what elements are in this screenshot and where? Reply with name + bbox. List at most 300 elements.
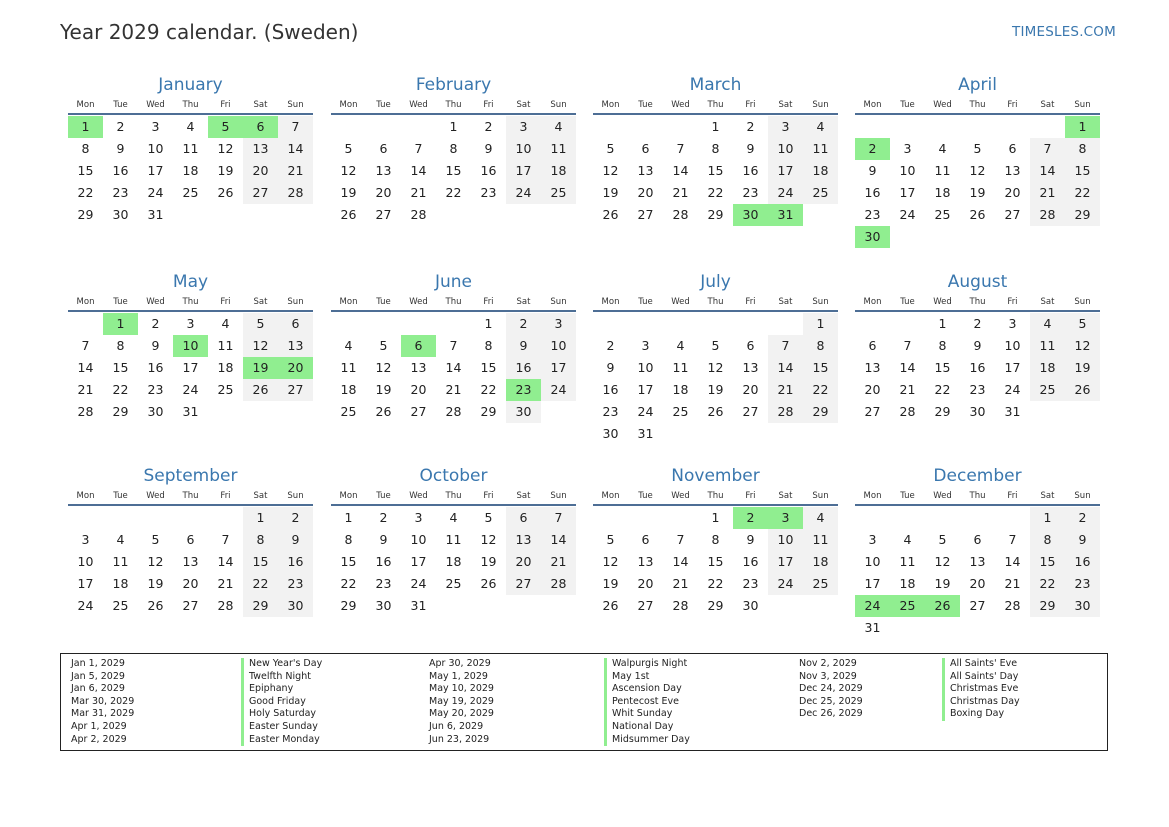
day-cell[interactable]: 20: [864, 382, 881, 397]
day-cell[interactable]: 2: [379, 510, 388, 525]
day-cell[interactable]: 20: [1004, 185, 1021, 200]
day-cell[interactable]: 26: [480, 576, 497, 591]
day-cell[interactable]: 29: [707, 598, 724, 613]
day-cell[interactable]: 6: [973, 532, 982, 547]
day-cell[interactable]: 1: [1030, 507, 1065, 529]
day-cell[interactable]: 23: [969, 382, 986, 397]
day-cell[interactable]: 16: [742, 554, 759, 569]
day-cell[interactable]: 6: [746, 338, 755, 353]
day-cell[interactable]: 4: [344, 338, 353, 353]
day-cell[interactable]: 24: [77, 598, 94, 613]
holiday-day-cell[interactable]: 2: [733, 507, 768, 529]
day-cell[interactable]: 25: [217, 382, 234, 397]
day-cell[interactable]: 12: [934, 554, 951, 569]
day-cell[interactable]: 28: [899, 404, 916, 419]
day-cell[interactable]: 18: [445, 554, 462, 569]
day-cell[interactable]: 30: [742, 598, 759, 613]
day-cell[interactable]: 10: [77, 554, 94, 569]
day-cell[interactable]: 5: [606, 141, 615, 156]
day-cell[interactable]: 10: [410, 532, 427, 547]
day-cell[interactable]: 22: [480, 382, 497, 397]
day-cell[interactable]: 22: [707, 185, 724, 200]
day-cell[interactable]: 12: [1065, 335, 1100, 357]
day-cell[interactable]: 12: [243, 335, 278, 357]
day-cell[interactable]: 30: [602, 426, 619, 441]
day-cell[interactable]: 29: [1030, 595, 1065, 617]
day-cell[interactable]: 19: [707, 382, 724, 397]
day-cell[interactable]: 28: [672, 207, 689, 222]
day-cell[interactable]: 20: [182, 576, 199, 591]
day-cell[interactable]: 25: [1030, 379, 1065, 401]
day-cell[interactable]: 3: [506, 116, 541, 138]
day-cell[interactable]: 6: [641, 532, 650, 547]
day-cell[interactable]: 2: [1065, 507, 1100, 529]
day-cell[interactable]: 26: [340, 207, 357, 222]
day-cell[interactable]: 14: [672, 163, 689, 178]
day-cell[interactable]: 7: [903, 338, 912, 353]
holiday-day-cell[interactable]: 6: [243, 116, 278, 138]
day-cell[interactable]: 15: [112, 360, 129, 375]
day-cell[interactable]: 9: [868, 163, 877, 178]
day-cell[interactable]: 19: [480, 554, 497, 569]
day-cell[interactable]: 10: [147, 141, 164, 156]
day-cell[interactable]: 2: [151, 316, 160, 331]
day-cell[interactable]: 19: [340, 185, 357, 200]
day-cell[interactable]: 20: [506, 551, 541, 573]
day-cell[interactable]: 21: [77, 382, 94, 397]
day-cell[interactable]: 16: [480, 163, 497, 178]
day-cell[interactable]: 11: [112, 554, 129, 569]
day-cell[interactable]: 1: [711, 510, 720, 525]
day-cell[interactable]: 1: [243, 507, 278, 529]
day-cell[interactable]: 17: [410, 554, 427, 569]
day-cell[interactable]: 17: [768, 551, 803, 573]
day-cell[interactable]: 10: [637, 360, 654, 375]
day-cell[interactable]: 4: [803, 116, 838, 138]
day-cell[interactable]: 22: [707, 576, 724, 591]
day-cell[interactable]: 1: [803, 313, 838, 335]
day-cell[interactable]: 25: [445, 576, 462, 591]
day-cell[interactable]: 31: [637, 426, 654, 441]
day-cell[interactable]: 23: [147, 382, 164, 397]
day-cell[interactable]: 24: [768, 182, 803, 204]
day-cell[interactable]: 21: [899, 382, 916, 397]
day-cell[interactable]: 6: [868, 338, 877, 353]
day-cell[interactable]: 4: [449, 510, 458, 525]
day-cell[interactable]: 30: [375, 598, 392, 613]
site-logo-text[interactable]: TIMESLES.COM: [1012, 24, 1116, 40]
holiday-day-cell[interactable]: 6: [401, 335, 436, 357]
day-cell[interactable]: 1: [938, 316, 947, 331]
holiday-day-cell[interactable]: 31: [768, 204, 803, 226]
day-cell[interactable]: 6: [278, 313, 313, 335]
day-cell[interactable]: 7: [768, 335, 803, 357]
day-cell[interactable]: 4: [676, 338, 685, 353]
day-cell[interactable]: 9: [606, 360, 615, 375]
day-cell[interactable]: 30: [1065, 595, 1100, 617]
day-cell[interactable]: 8: [449, 141, 458, 156]
day-cell[interactable]: 17: [147, 163, 164, 178]
day-cell[interactable]: 7: [676, 141, 685, 156]
day-cell[interactable]: 18: [899, 576, 916, 591]
day-cell[interactable]: 26: [1065, 379, 1100, 401]
day-cell[interactable]: 14: [899, 360, 916, 375]
day-cell[interactable]: 27: [637, 598, 654, 613]
day-cell[interactable]: 20: [637, 185, 654, 200]
day-cell[interactable]: 8: [938, 338, 947, 353]
day-cell[interactable]: 13: [243, 138, 278, 160]
day-cell[interactable]: 29: [1065, 204, 1100, 226]
day-cell[interactable]: 9: [151, 338, 160, 353]
day-cell[interactable]: 4: [903, 532, 912, 547]
day-cell[interactable]: 17: [182, 360, 199, 375]
day-cell[interactable]: 18: [340, 382, 357, 397]
day-cell[interactable]: 13: [742, 360, 759, 375]
day-cell[interactable]: 26: [147, 598, 164, 613]
day-cell[interactable]: 20: [969, 576, 986, 591]
day-cell[interactable]: 10: [864, 554, 881, 569]
day-cell[interactable]: 19: [602, 576, 619, 591]
day-cell[interactable]: 26: [602, 207, 619, 222]
day-cell[interactable]: 16: [375, 554, 392, 569]
day-cell[interactable]: 28: [77, 404, 94, 419]
day-cell[interactable]: 9: [746, 141, 755, 156]
day-cell[interactable]: 18: [112, 576, 129, 591]
day-cell[interactable]: 18: [934, 185, 951, 200]
day-cell[interactable]: 9: [506, 335, 541, 357]
day-cell[interactable]: 21: [1004, 576, 1021, 591]
day-cell[interactable]: 7: [414, 141, 423, 156]
day-cell[interactable]: 6: [506, 507, 541, 529]
day-cell[interactable]: 17: [864, 576, 881, 591]
day-cell[interactable]: 2: [746, 119, 755, 134]
day-cell[interactable]: 2: [973, 316, 982, 331]
day-cell[interactable]: 9: [1065, 529, 1100, 551]
day-cell[interactable]: 30: [506, 401, 541, 423]
day-cell[interactable]: 8: [711, 141, 720, 156]
day-cell[interactable]: 1: [344, 510, 353, 525]
day-cell[interactable]: 28: [445, 404, 462, 419]
day-cell[interactable]: 12: [375, 360, 392, 375]
day-cell[interactable]: 23: [742, 576, 759, 591]
day-cell[interactable]: 14: [278, 138, 313, 160]
day-cell[interactable]: 5: [606, 532, 615, 547]
day-cell[interactable]: 11: [340, 360, 357, 375]
day-cell[interactable]: 14: [1030, 160, 1065, 182]
day-cell[interactable]: 15: [445, 163, 462, 178]
day-cell[interactable]: 27: [375, 207, 392, 222]
day-cell[interactable]: 3: [1008, 316, 1017, 331]
day-cell[interactable]: 24: [182, 382, 199, 397]
day-cell[interactable]: 14: [217, 554, 234, 569]
day-cell[interactable]: 18: [217, 360, 234, 375]
day-cell[interactable]: 8: [116, 338, 125, 353]
day-cell[interactable]: 14: [768, 357, 803, 379]
day-cell[interactable]: 10: [768, 529, 803, 551]
day-cell[interactable]: 27: [243, 182, 278, 204]
day-cell[interactable]: 29: [77, 207, 94, 222]
day-cell[interactable]: 19: [375, 382, 392, 397]
day-cell[interactable]: 11: [803, 529, 838, 551]
holiday-day-cell[interactable]: 3: [768, 507, 803, 529]
day-cell[interactable]: 25: [672, 404, 689, 419]
day-cell[interactable]: 9: [973, 338, 982, 353]
day-cell[interactable]: 8: [1030, 529, 1065, 551]
day-cell[interactable]: 27: [637, 207, 654, 222]
day-cell[interactable]: 26: [375, 404, 392, 419]
day-cell[interactable]: 4: [1030, 313, 1065, 335]
day-cell[interactable]: 8: [711, 532, 720, 547]
holiday-day-cell[interactable]: 1: [1065, 116, 1100, 138]
day-cell[interactable]: 18: [182, 163, 199, 178]
day-cell[interactable]: 15: [934, 360, 951, 375]
holiday-day-cell[interactable]: 24: [855, 595, 890, 617]
day-cell[interactable]: 12: [147, 554, 164, 569]
day-cell[interactable]: 21: [541, 551, 576, 573]
day-cell[interactable]: 9: [746, 532, 755, 547]
holiday-day-cell[interactable]: 5: [208, 116, 243, 138]
day-cell[interactable]: 23: [602, 404, 619, 419]
day-cell[interactable]: 2: [506, 313, 541, 335]
day-cell[interactable]: 24: [768, 573, 803, 595]
day-cell[interactable]: 27: [410, 404, 427, 419]
day-cell[interactable]: 13: [410, 360, 427, 375]
day-cell[interactable]: 30: [969, 404, 986, 419]
day-cell[interactable]: 1: [484, 316, 493, 331]
day-cell[interactable]: 21: [445, 382, 462, 397]
day-cell[interactable]: 2: [606, 338, 615, 353]
day-cell[interactable]: 7: [1030, 138, 1065, 160]
day-cell[interactable]: 6: [186, 532, 195, 547]
day-cell[interactable]: 1: [711, 119, 720, 134]
day-cell[interactable]: 24: [1004, 382, 1021, 397]
day-cell[interactable]: 2: [278, 507, 313, 529]
day-cell[interactable]: 12: [217, 141, 234, 156]
holiday-day-cell[interactable]: 1: [103, 313, 138, 335]
day-cell[interactable]: 16: [112, 163, 129, 178]
day-cell[interactable]: 16: [278, 551, 313, 573]
day-cell[interactable]: 22: [340, 576, 357, 591]
day-cell[interactable]: 4: [116, 532, 125, 547]
day-cell[interactable]: 28: [217, 598, 234, 613]
day-cell[interactable]: 12: [969, 163, 986, 178]
day-cell[interactable]: 17: [899, 185, 916, 200]
day-cell[interactable]: 24: [506, 182, 541, 204]
day-cell[interactable]: 3: [186, 316, 195, 331]
day-cell[interactable]: 19: [147, 576, 164, 591]
day-cell[interactable]: 7: [541, 507, 576, 529]
day-cell[interactable]: 22: [112, 382, 129, 397]
day-cell[interactable]: 31: [864, 620, 881, 635]
day-cell[interactable]: 15: [340, 554, 357, 569]
day-cell[interactable]: 15: [1030, 551, 1065, 573]
day-cell[interactable]: 10: [506, 138, 541, 160]
day-cell[interactable]: 19: [1065, 357, 1100, 379]
day-cell[interactable]: 26: [243, 379, 278, 401]
day-cell[interactable]: 19: [217, 163, 234, 178]
day-cell[interactable]: 22: [803, 379, 838, 401]
holiday-day-cell[interactable]: 26: [925, 595, 960, 617]
day-cell[interactable]: 29: [803, 401, 838, 423]
day-cell[interactable]: 31: [147, 207, 164, 222]
day-cell[interactable]: 10: [1004, 338, 1021, 353]
day-cell[interactable]: 29: [707, 207, 724, 222]
day-cell[interactable]: 23: [480, 185, 497, 200]
day-cell[interactable]: 20: [243, 160, 278, 182]
day-cell[interactable]: 5: [379, 338, 388, 353]
day-cell[interactable]: 24: [410, 576, 427, 591]
day-cell[interactable]: 15: [77, 163, 94, 178]
day-cell[interactable]: 11: [217, 338, 234, 353]
day-cell[interactable]: 29: [480, 404, 497, 419]
day-cell[interactable]: 3: [768, 116, 803, 138]
day-cell[interactable]: 12: [707, 360, 724, 375]
day-cell[interactable]: 23: [375, 576, 392, 591]
day-cell[interactable]: 13: [637, 554, 654, 569]
day-cell[interactable]: 7: [81, 338, 90, 353]
day-cell[interactable]: 21: [672, 185, 689, 200]
holiday-day-cell[interactable]: 1: [68, 116, 103, 138]
day-cell[interactable]: 1: [449, 119, 458, 134]
day-cell[interactable]: 15: [1065, 160, 1100, 182]
day-cell[interactable]: 23: [112, 185, 129, 200]
day-cell[interactable]: 13: [506, 529, 541, 551]
day-cell[interactable]: 8: [803, 335, 838, 357]
day-cell[interactable]: 20: [742, 382, 759, 397]
day-cell[interactable]: 9: [116, 141, 125, 156]
day-cell[interactable]: 5: [1065, 313, 1100, 335]
day-cell[interactable]: 22: [445, 185, 462, 200]
day-cell[interactable]: 19: [969, 185, 986, 200]
day-cell[interactable]: 25: [803, 573, 838, 595]
day-cell[interactable]: 15: [707, 554, 724, 569]
day-cell[interactable]: 13: [182, 554, 199, 569]
day-cell[interactable]: 5: [151, 532, 160, 547]
holiday-day-cell[interactable]: 19: [243, 357, 278, 379]
day-cell[interactable]: 15: [803, 357, 838, 379]
day-cell[interactable]: 16: [969, 360, 986, 375]
day-cell[interactable]: 19: [602, 185, 619, 200]
day-cell[interactable]: 11: [803, 138, 838, 160]
day-cell[interactable]: 27: [1004, 207, 1021, 222]
day-cell[interactable]: 27: [742, 404, 759, 419]
day-cell[interactable]: 22: [934, 382, 951, 397]
day-cell[interactable]: 17: [506, 160, 541, 182]
day-cell[interactable]: 21: [672, 576, 689, 591]
day-cell[interactable]: 2: [484, 119, 493, 134]
day-cell[interactable]: 12: [602, 554, 619, 569]
day-cell[interactable]: 20: [410, 382, 427, 397]
day-cell[interactable]: 29: [112, 404, 129, 419]
day-cell[interactable]: 11: [672, 360, 689, 375]
day-cell[interactable]: 13: [278, 335, 313, 357]
day-cell[interactable]: 6: [379, 141, 388, 156]
day-cell[interactable]: 17: [637, 382, 654, 397]
day-cell[interactable]: 25: [182, 185, 199, 200]
day-cell[interactable]: 27: [182, 598, 199, 613]
day-cell[interactable]: 25: [934, 207, 951, 222]
day-cell[interactable]: 14: [77, 360, 94, 375]
day-cell[interactable]: 20: [637, 576, 654, 591]
day-cell[interactable]: 16: [742, 163, 759, 178]
day-cell[interactable]: 29: [934, 404, 951, 419]
day-cell[interactable]: 15: [243, 551, 278, 573]
day-cell[interactable]: 12: [602, 163, 619, 178]
day-cell[interactable]: 26: [217, 185, 234, 200]
day-cell[interactable]: 18: [672, 382, 689, 397]
day-cell[interactable]: 27: [506, 573, 541, 595]
day-cell[interactable]: 3: [81, 532, 90, 547]
day-cell[interactable]: 5: [973, 141, 982, 156]
day-cell[interactable]: 14: [541, 529, 576, 551]
day-cell[interactable]: 16: [864, 185, 881, 200]
day-cell[interactable]: 2: [116, 119, 125, 134]
day-cell[interactable]: 17: [1004, 360, 1021, 375]
day-cell[interactable]: 30: [147, 404, 164, 419]
day-cell[interactable]: 23: [278, 573, 313, 595]
day-cell[interactable]: 17: [541, 357, 576, 379]
day-cell[interactable]: 17: [77, 576, 94, 591]
day-cell[interactable]: 25: [340, 404, 357, 419]
day-cell[interactable]: 4: [938, 141, 947, 156]
day-cell[interactable]: 28: [541, 573, 576, 595]
day-cell[interactable]: 27: [278, 379, 313, 401]
day-cell[interactable]: 4: [803, 507, 838, 529]
day-cell[interactable]: 13: [864, 360, 881, 375]
day-cell[interactable]: 7: [221, 532, 230, 547]
holiday-day-cell[interactable]: 30: [855, 226, 890, 248]
day-cell[interactable]: 5: [484, 510, 493, 525]
day-cell[interactable]: 10: [899, 163, 916, 178]
day-cell[interactable]: 31: [1004, 404, 1021, 419]
day-cell[interactable]: 12: [340, 163, 357, 178]
holiday-day-cell[interactable]: 10: [173, 335, 208, 357]
day-cell[interactable]: 25: [112, 598, 129, 613]
day-cell[interactable]: 21: [217, 576, 234, 591]
day-cell[interactable]: 27: [969, 598, 986, 613]
day-cell[interactable]: 26: [707, 404, 724, 419]
day-cell[interactable]: 29: [340, 598, 357, 613]
day-cell[interactable]: 9: [484, 141, 493, 156]
day-cell[interactable]: 24: [541, 379, 576, 401]
day-cell[interactable]: 16: [1065, 551, 1100, 573]
day-cell[interactable]: 10: [541, 335, 576, 357]
day-cell[interactable]: 29: [243, 595, 278, 617]
day-cell[interactable]: 8: [344, 532, 353, 547]
day-cell[interactable]: 24: [637, 404, 654, 419]
day-cell[interactable]: 11: [541, 138, 576, 160]
day-cell[interactable]: 5: [243, 313, 278, 335]
day-cell[interactable]: 3: [541, 313, 576, 335]
day-cell[interactable]: 14: [672, 554, 689, 569]
day-cell[interactable]: 23: [864, 207, 881, 222]
holiday-day-cell[interactable]: 20: [278, 357, 313, 379]
day-cell[interactable]: 18: [1030, 357, 1065, 379]
day-cell[interactable]: 9: [379, 532, 388, 547]
day-cell[interactable]: 22: [77, 185, 94, 200]
day-cell[interactable]: 22: [1030, 573, 1065, 595]
day-cell[interactable]: 30: [112, 207, 129, 222]
day-cell[interactable]: 22: [243, 573, 278, 595]
day-cell[interactable]: 3: [868, 532, 877, 547]
day-cell[interactable]: 16: [506, 357, 541, 379]
day-cell[interactable]: 4: [221, 316, 230, 331]
day-cell[interactable]: 10: [768, 138, 803, 160]
day-cell[interactable]: 25: [541, 182, 576, 204]
day-cell[interactable]: 24: [899, 207, 916, 222]
day-cell[interactable]: 11: [1030, 335, 1065, 357]
day-cell[interactable]: 15: [480, 360, 497, 375]
